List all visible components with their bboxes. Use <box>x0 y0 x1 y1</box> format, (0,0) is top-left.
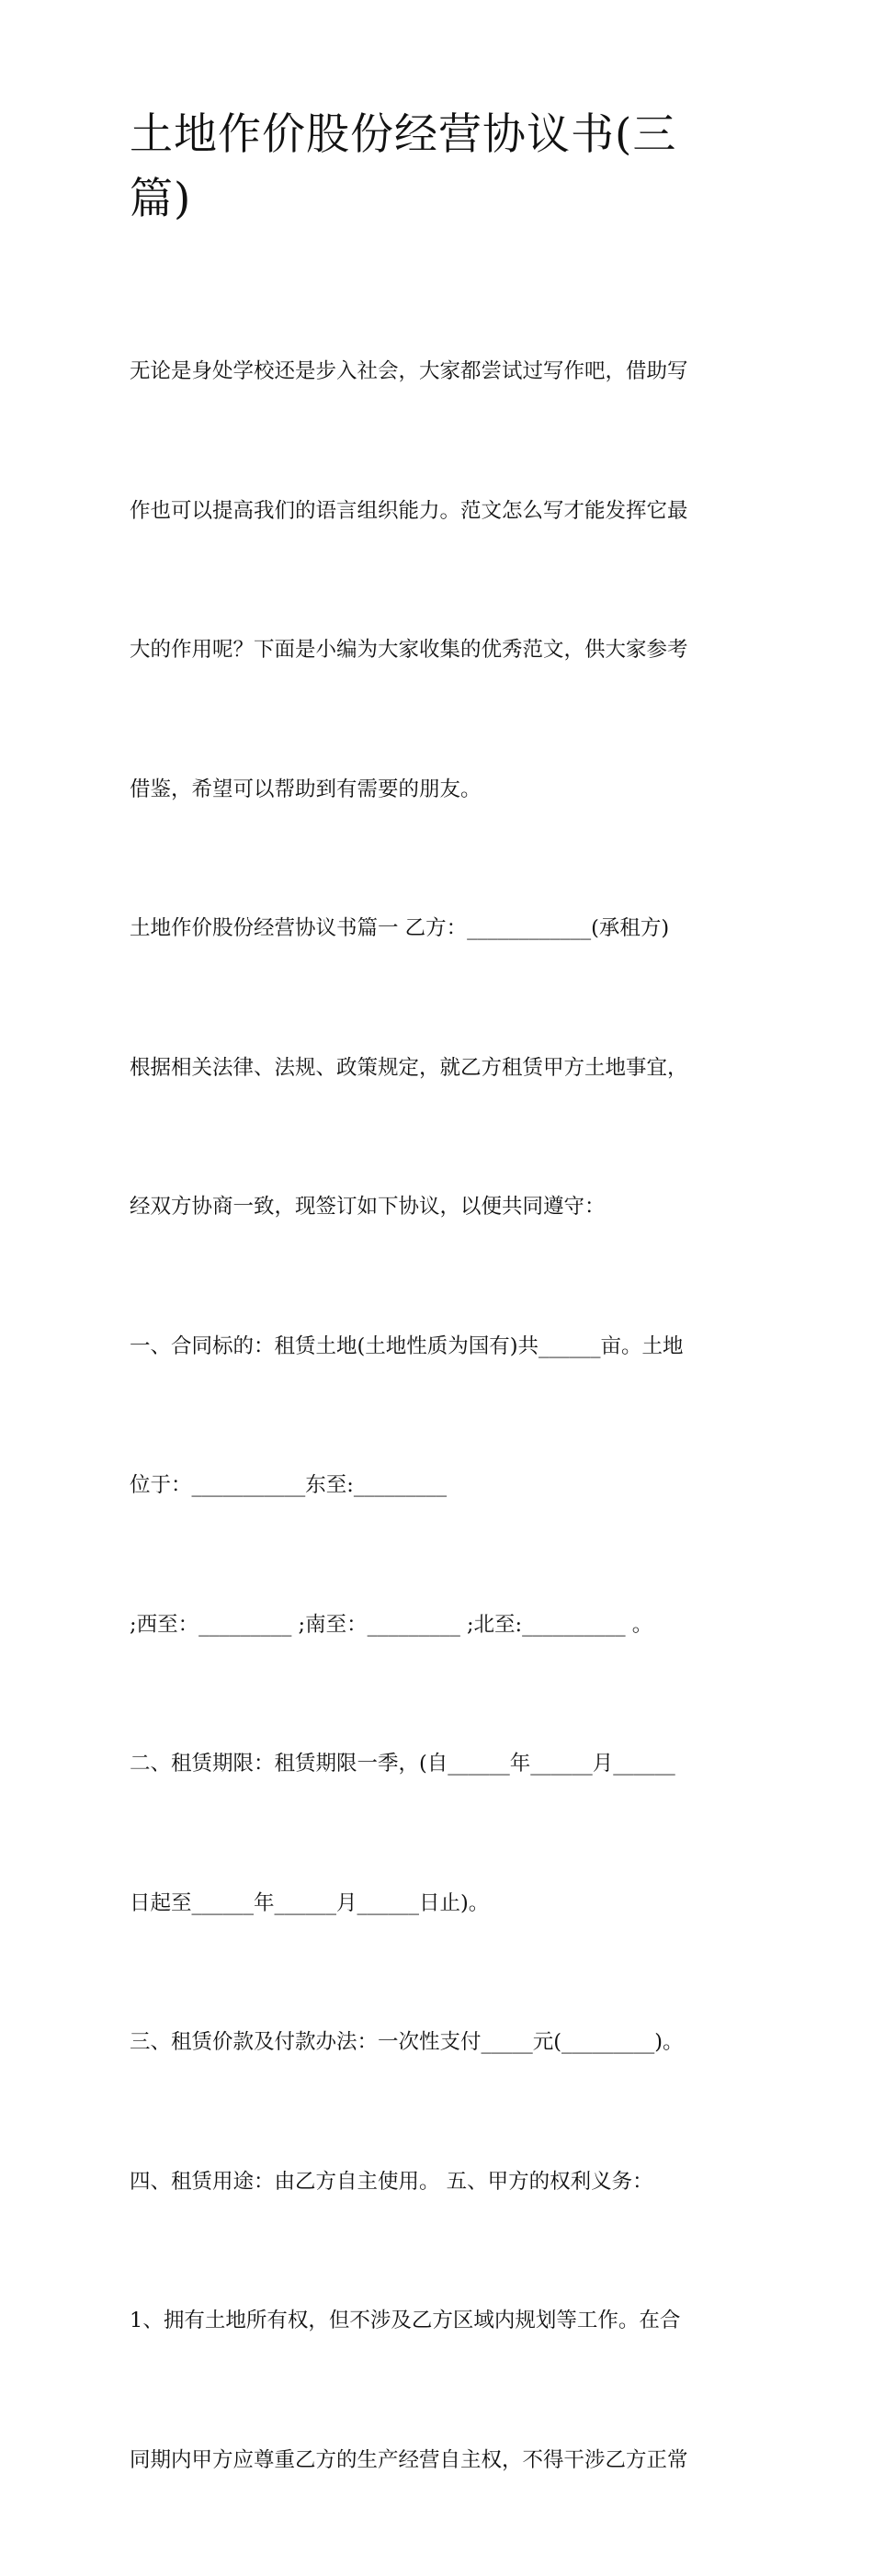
body-line: 作也可以提高我们的语言组织能力。范文怎么写才能发挥它最 <box>130 498 688 523</box>
body-line: 大的作用呢？下面是小编为大家收集的优秀范文，供大家参考 <box>130 638 688 662</box>
document-page <box>130 103 754 2576</box>
body-line: 一、合同标的：租赁土地(土地性质为国有)共______亩。土地 <box>130 1333 684 1358</box>
body-line: 1、拥有土地所有权，但不涉及乙方区域内规划等工作。在合 <box>130 2309 681 2332</box>
document-body <box>130 255 754 2576</box>
body-line: 二、租赁期限：租赁期限一季，(自______年______月______ <box>130 1752 675 1776</box>
body-line: 经双方协商一致，现签订如下协议，以便共同遵守： <box>130 1195 606 1219</box>
body-line: 同期内甲方应尊重乙方的生产经营自主权，不得干涉乙方正常 <box>130 2447 688 2472</box>
body-line: 位于：___________东至:_________ <box>130 1473 448 1497</box>
body-line: 根据相关法律、法规、政策规定，就乙方租赁甲方土地事宜， <box>130 1055 688 1080</box>
body-line: 无论是身处学校还是步入社会，大家都尝试过写作吧，借助写 <box>130 359 688 383</box>
body-line: ;西至：_________ ;南至：_________ ;北至:__________ 。 <box>130 1612 653 1637</box>
body-line: 借鉴，希望可以帮助到有需要的朋友。 <box>130 777 482 801</box>
document-title: 土地作价股份经营协议书(三篇) <box>130 109 677 224</box>
body-line: 土地作价股份经营协议书篇一 乙方：____________(承租方) <box>130 916 670 940</box>
body-line: 日起至______年______月______日止)。 <box>130 1890 490 1915</box>
body-line: 三、租赁价款及付款办法：一次性支付_____元(_________)。 <box>130 2030 684 2054</box>
body-line: 四、租赁用途：由乙方自主使用。 五、甲方的权利义务： <box>130 2169 653 2194</box>
